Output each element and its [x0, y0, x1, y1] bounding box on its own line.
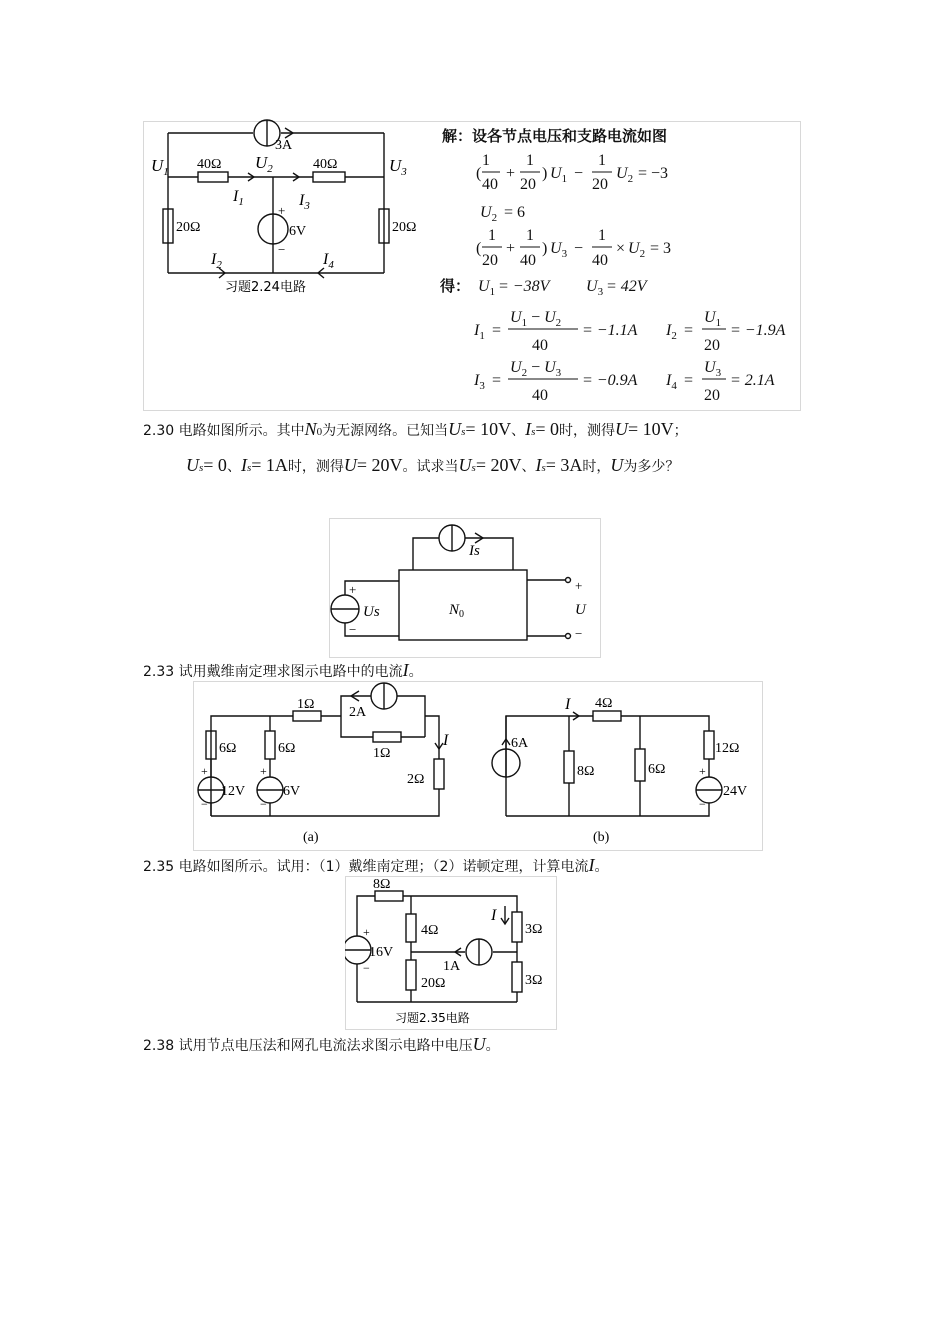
- svg-text:=: =: [492, 322, 502, 339]
- label-40-left: 40Ω: [197, 157, 222, 172]
- p230-t6: 时，: [582, 459, 611, 475]
- p230-is1: = 1A: [251, 455, 288, 475]
- eq2-rhs: = 6: [504, 204, 526, 221]
- label-plus: +: [278, 203, 286, 218]
- label-is: Is: [469, 543, 480, 559]
- p230-sep1: 、: [511, 423, 526, 439]
- circuit-2-33: [193, 681, 761, 849]
- i3-den: 40: [532, 387, 548, 404]
- label-20-right: 20Ω: [392, 220, 417, 235]
- svg-text:I4: $I_4$: [666, 372, 677, 392]
- p230-t5: 。试求当: [402, 459, 459, 475]
- a-label-2ohm: 2Ω: [407, 772, 425, 787]
- label-u2-sub: 2: [267, 163, 273, 175]
- p230-t2: 为无源网络。已知当: [322, 423, 449, 439]
- problem-2-30-line1: 2.30 电路如图所示。其中N0为无源网络。已知当Us= 10V、Is= 0时，测得U= 10V；: [143, 419, 688, 439]
- label-6v: 6V: [289, 224, 307, 239]
- label-4ohm: 4Ω: [421, 923, 439, 938]
- a-label-1ohm-bottom: 1Ω: [373, 746, 391, 761]
- label-u-minus: −: [575, 626, 583, 641]
- p230-us10: = 10V: [465, 419, 512, 439]
- caption-a: (a): [303, 830, 319, 845]
- label-i4: I: [323, 251, 329, 268]
- circuit-2-30: [329, 518, 599, 656]
- eq3-n1c: 1: [598, 227, 606, 244]
- b-label-8ohm: 8Ω: [577, 764, 595, 779]
- a-label-6ohm-mid: 6Ω: [278, 741, 296, 756]
- svg-text:U3: $U_3$: [586, 278, 604, 298]
- b-label-12ohm: 12Ω: [715, 741, 740, 756]
- eq3-minus: −: [574, 240, 584, 257]
- i2-den: 20: [704, 337, 720, 354]
- eq3-n1: 1: [488, 227, 496, 244]
- svg-text:U1: $U_1$: [478, 278, 496, 298]
- p230-us20: = 20V: [475, 455, 522, 475]
- eq1-rp: ): [542, 165, 548, 182]
- problem-2-35: 2.35 电路如图所示。试用：（1）戴维南定理；（2）诺顿定理，计算电流I。: [143, 855, 609, 875]
- label-i3: I: [299, 192, 305, 209]
- eq1-plus: +: [506, 165, 516, 182]
- label-1a: 1A: [443, 959, 461, 974]
- p233-end: 。: [408, 664, 423, 680]
- problem-2-33: 2.33 试用戴维南定理求图示电路中的电流I。: [143, 660, 423, 680]
- svg-text:U2 − U3: $U_2 - U_3$: [510, 359, 562, 379]
- eq2-sub: 2: [491, 212, 498, 224]
- label-minus: −: [278, 242, 286, 257]
- p230-u20: = 20V: [356, 455, 403, 475]
- svg-text:U2: $U_2$: [616, 165, 634, 185]
- label-i2-sub: 2: [216, 259, 222, 271]
- a-label-12v: 12V: [221, 784, 246, 799]
- result-u3: = 42V: [606, 278, 647, 295]
- label-us-minus: −: [349, 622, 357, 637]
- result-u1: = −38V: [498, 278, 550, 295]
- p235-text: 电路如图所示。试用：（1）戴维南定理；（2）诺顿定理，计算电流: [178, 859, 589, 875]
- a-label-i: I: [443, 732, 449, 749]
- eq2-u: U: [480, 204, 492, 221]
- a-label-6ohm-left: 6Ω: [219, 741, 237, 756]
- eq3-rp: ): [542, 240, 548, 257]
- label-8ohm: 8Ω: [373, 877, 391, 892]
- eq3-d20: 20: [482, 252, 498, 269]
- label-u-plus: +: [575, 578, 583, 593]
- svg-text:=: =: [492, 372, 502, 389]
- label-i4-sub: 4: [328, 259, 334, 271]
- label-20ohm: 20Ω: [421, 976, 446, 991]
- p233-num: 2.33: [143, 664, 175, 680]
- svg-text:+: +: [699, 764, 706, 778]
- p230-t1: 电路如图所示。其中: [178, 423, 305, 439]
- svg-text:U1 − U2: $U_1 - U_2$: [510, 309, 562, 329]
- svg-text:U1: $U_1$: [550, 165, 568, 185]
- solution-equations: [440, 145, 800, 407]
- label-us: Us: [363, 604, 380, 620]
- eq1-d20: 20: [520, 176, 536, 193]
- svg-text:=: =: [684, 372, 694, 389]
- i4-value: = 2.1A: [730, 372, 775, 389]
- result-label: 得：: [440, 277, 471, 295]
- eq3-lp: (: [476, 240, 482, 257]
- fig4-caption: 习题2.35电路: [395, 1011, 470, 1025]
- label-u2: U: [255, 153, 268, 172]
- svg-text:I3: [298, 192, 310, 212]
- label-us-plus: +: [349, 582, 357, 597]
- b-label-4ohm: 4Ω: [595, 696, 613, 711]
- eq3-d40: 40: [520, 252, 536, 269]
- eq1-d40: 40: [482, 176, 498, 193]
- eq3-d40b: 40: [592, 252, 608, 269]
- i1-den: 40: [532, 337, 548, 354]
- p230-t3: 时，测得: [559, 423, 616, 439]
- eq1-rhs: = −3: [638, 165, 669, 182]
- p238-num: 2.38: [143, 1038, 175, 1054]
- svg-text:−: −: [699, 797, 706, 811]
- svg-text:U2: [255, 153, 273, 175]
- label-i1: I: [233, 188, 239, 205]
- svg-text:U2: [480, 204, 497, 224]
- p230-sep3: 、: [521, 459, 536, 475]
- p230-t4: 时，测得: [287, 459, 344, 475]
- label-n0: N: [449, 602, 460, 618]
- fig1-caption: 习题2.24电路: [225, 280, 306, 295]
- a-label-1ohm-top: 1Ω: [297, 697, 315, 712]
- label-20-left: 20Ω: [176, 220, 201, 235]
- circuit-2-35: [345, 876, 555, 1028]
- label-i1-sub: 1: [238, 196, 244, 208]
- eq1-minus: −: [574, 165, 584, 182]
- label-u1: U: [151, 156, 164, 175]
- svg-text:N0: [448, 602, 464, 620]
- svg-text:I1: [232, 188, 244, 208]
- svg-text:I3: $I_3$: [474, 372, 485, 392]
- label-i3-sub: 3: [304, 200, 310, 212]
- p235-num: 2.35: [143, 859, 175, 875]
- svg-text:−: −: [260, 797, 267, 811]
- svg-text:=: =: [684, 322, 694, 339]
- label-40-right: 40Ω: [313, 157, 338, 172]
- svg-text:+: +: [260, 764, 267, 778]
- a-label-6v: 6V: [283, 784, 301, 799]
- b-label-6a: 6A: [511, 736, 529, 751]
- svg-text:I2: [210, 251, 222, 271]
- p230-t7: 为多少？: [623, 459, 680, 475]
- i1-value: = −1.1A: [582, 322, 638, 339]
- b-label-24v: 24V: [723, 784, 748, 799]
- problem-2-38: 2.38 试用节点电压法和网孔电流法求图示电路中电压U。: [143, 1034, 500, 1054]
- label-u3: U: [389, 156, 402, 175]
- svg-text:U1: [151, 156, 169, 178]
- p230-num: 2.30: [143, 423, 175, 439]
- label-16v: 16V: [369, 945, 394, 960]
- svg-text:+: +: [201, 764, 208, 778]
- p230-us0: = 0: [203, 455, 227, 475]
- svg-text:−: −: [201, 797, 208, 811]
- label-3ohm-top: 3Ω: [525, 922, 543, 937]
- problem-2-30-line2: Us= 0、Is= 1A时，测得U= 20V。试求当Us= 20V、Is= 3A时，U为多少？: [186, 455, 680, 475]
- label-u3-sub: 3: [401, 166, 407, 178]
- eq1-d20b: 20: [592, 176, 608, 193]
- i3-value: = −0.9A: [582, 372, 638, 389]
- label-n0-sub: 0: [459, 609, 465, 620]
- svg-text:U3: $U_3$: [550, 240, 568, 260]
- eq1-n1b: 1: [526, 152, 534, 169]
- i4-den: 20: [704, 387, 720, 404]
- svg-text:−: −: [363, 961, 370, 975]
- eq3-plus: +: [506, 240, 516, 257]
- eq1-n1: 1: [482, 152, 490, 169]
- a-label-2a: 2A: [349, 705, 367, 720]
- b-label-i: I: [565, 696, 571, 713]
- b-label-6ohm: 6Ω: [648, 762, 666, 777]
- label-i2: I: [211, 251, 217, 268]
- p230-u10: = 10V: [628, 419, 674, 439]
- circuit-2-24: [143, 113, 443, 303]
- eq1-n1c: 1: [598, 152, 606, 169]
- eq1-lp: (: [476, 165, 482, 182]
- p230-is0: = 0: [535, 419, 560, 439]
- svg-text:U1: $U_1$: [704, 309, 722, 329]
- p230-is3: = 3A: [545, 455, 583, 475]
- svg-text:I2: $I_2$: [666, 322, 677, 342]
- label-3a: 3A: [275, 138, 293, 153]
- eq3-rhs: = 3: [650, 240, 672, 257]
- i2-value: = −1.9A: [730, 322, 786, 339]
- p235-end: 。: [594, 859, 609, 875]
- p238-text: 试用节点电压法和网孔电流法求图示电路中电压: [178, 1038, 473, 1054]
- label-u: U: [575, 602, 586, 618]
- eq3-n1b: 1: [526, 227, 534, 244]
- svg-text:U3: $U_3$: [704, 359, 722, 379]
- p238-end: 。: [485, 1038, 500, 1054]
- svg-text:I1: $I_1$: [474, 322, 485, 342]
- label-i: I: [491, 907, 497, 924]
- solution-title: 解：设各节点电压和支路电流如图: [442, 127, 668, 145]
- eq3-times: ×: [616, 240, 626, 257]
- svg-text:U3: [389, 156, 407, 178]
- p230-sep2: 、: [226, 459, 241, 475]
- p230-semi: ；: [673, 423, 688, 439]
- label-u1-sub: 1: [163, 166, 169, 178]
- p233-text: 试用戴维南定理求图示电路中的电流: [178, 664, 403, 680]
- caption-b: (b): [593, 830, 610, 845]
- label-3ohm-bottom: 3Ω: [525, 973, 543, 988]
- svg-text:+: +: [363, 925, 370, 939]
- svg-text:U2: $U_2$: [628, 240, 646, 260]
